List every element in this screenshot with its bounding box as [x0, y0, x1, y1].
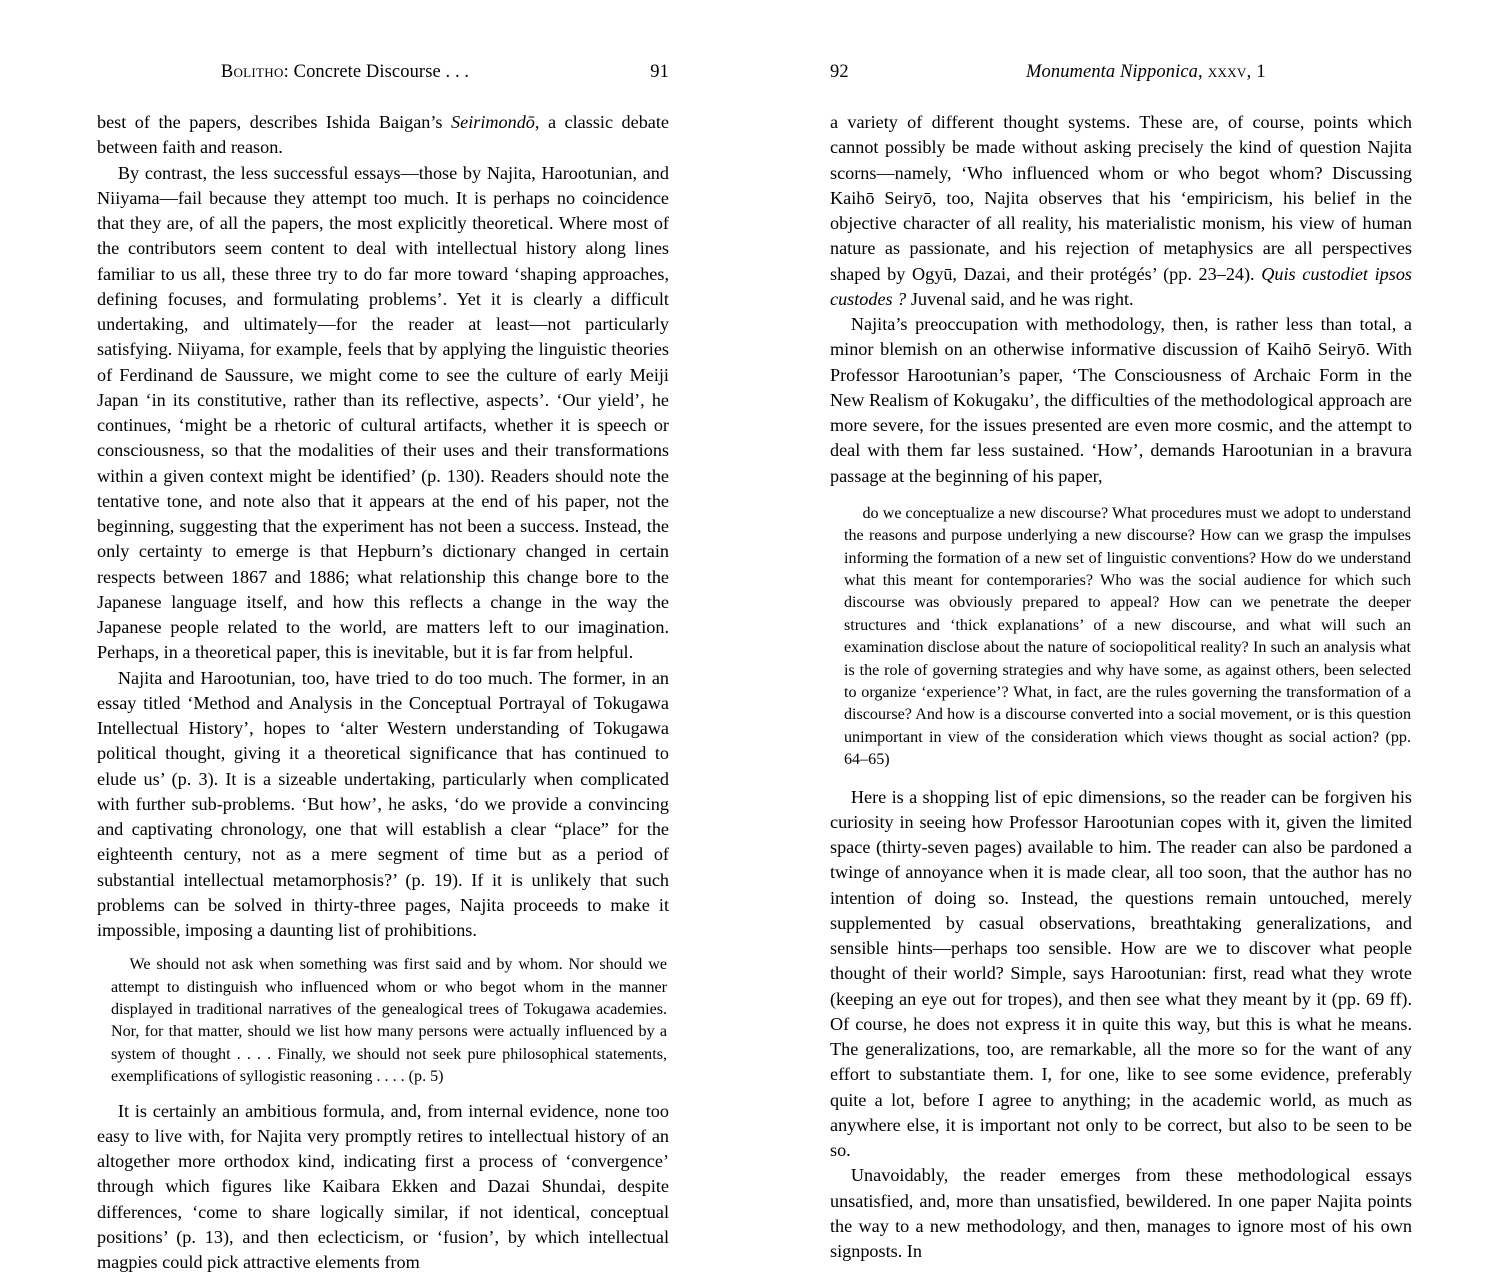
latin-quotation-italic: Quis custodiet ipsos custodes ?	[830, 263, 1412, 309]
running-head-author: Bolitho	[220, 62, 284, 82]
left-running-head	[97, 62, 669, 84]
running-head-article-title: Concrete Discourse . . .	[293, 62, 470, 82]
running-head-separator: :	[283, 62, 294, 82]
block-quote-text: We should not ask when something was first said and by whom. Nor should we attempt to distinguish who influenced whom or who begot whom in the manner displayed in traditional narratives of the genealogical trees of Tokugawa academies. Nor, for that matter, should we list how many persons were actually influenced by a system of thought . . . . Finally, we should not seek pure philosophical statements, exemplifications of syllogistic reasoning . . . . (p. 5)	[111, 956, 667, 1086]
paragraph-text-b: , a classic debate between faith and reason.	[97, 112, 669, 158]
block-quote	[830, 503, 1412, 772]
paragraph-text-a: a variety of different thought systems. These are, of course, points which cannot possibly be made without asking precisely the kind of question Najita scorns—namely, ‘Who influenced whom or who begot whom? Discussing Kaihō Seiryō, too, Najita observes that his ‘empiricism, his belief in the objective character of all reality, his materialistic monism, his view of human nature as passionate, and his rejection of metaphysics are all perspectives shaped by Ogyū, Dazai, and their protégés’ (pp. 23–24).	[830, 112, 1412, 284]
right-running-head-title	[872, 62, 1412, 83]
left-page-folio: 91	[650, 62, 669, 82]
left-column-body	[97, 110, 669, 1275]
right-running-head	[830, 62, 1412, 84]
paragraph: Najita and Harootunian, too, have tried to do too much. The former, in an essay titled ‘Method and Analysis in the Conceptual Portrayal of Tokugawa Intellectual History’, hopes to ‘alter Western understanding of Tokugawa political thought, giving it a theoretical significance that has continued to elude us’ (p. 3). It is a sizeable undertaking, particularly when complicated with further sub-problems. ‘But how’, he asks, ‘do we provide a convincing and captivating chronology, one that will establish a clear “place” for the eighteenth century, not as a mere segment of time but as a period of substantial intellectual metamorphosis?’ (p. 19). If it is unlikely that such problems can be solved in thirty-three pages, Najita proceeds to make it impossible, imposing a daunting list of prohibitions.	[97, 667, 669, 940]
paragraph-text-a: best of the papers, describes Ishida Baigan’s	[97, 112, 452, 132]
left-running-head-title	[97, 62, 627, 83]
paragraph-continued	[830, 110, 1412, 312]
running-head-journal: Monumenta Nipponica	[1026, 62, 1198, 82]
block-quote	[97, 954, 669, 1088]
running-head-volume: , xxxv, 1	[1197, 62, 1266, 82]
left-page	[0, 0, 751, 1273]
right-page-folio: 92	[830, 62, 849, 82]
paragraph: Unavoidably, the reader emerges from these methodological essays unsatisfied, and, more than unsatisfied, bewildered. In one paper Najita points the way to a new methodology, and then, manages to ignore most of his own signposts. In	[830, 1165, 1412, 1262]
paragraph: It is certainly an ambitious formula, and, from internal evidence, none too easy to live with, for Najita very promptly retires to intellectual history of an altogether more orthodox kind, indicating first a process of ‘convergence’ through which figures like Kaibara Ekken and Dazai Shundai, despite differences, ‘come to share logically similar, if not identical, conceptual positions’ (p. 13), and then eclecticism, or ‘fusion’, by which intellectual magpies could pick attractive elements from	[97, 1100, 669, 1273]
paragraph: By contrast, the less successful essays—those by Najita, Harootunian, and Niiyama—fail because they attempt too much. It is perhaps no coincidence that they are, of all the papers, the most explicitly theoretical. Where most of the contributors seem content to deal with intellectual history along lines familiar to us all, these three try to do far more toward ‘shaping approaches, defining focuses, and formulating problems’. Yet it is clearly a difficult undertaking, and ultimately—for the reader at least—not particularly satisfying. Niiyama, for example, feels that by applying the linguistic theories of Ferdinand de Saussure, we might come to see the culture of early Meiji Japan ‘in its constitutive, rather than its reflective, aspects’. ‘Our yield’, he continues, ‘might be a rhetoric of cultural artifacts, whether it is speech or consciousness, so that the modalities of their uses and their transformations within a given context might be identified’ (p. 130). Readers should note the tentative tone, and note also that it appears at the end of his paper, not the beginning, suggesting that the experiment has not been a success. Instead, the only certainty to emerge is that Hepburn’s dictionary changed in certain respects between 1867 and 1886; what relationship this change bore to the Japanese language itself, and how this reflects a change in the way the Japanese people related to the world, are matters left to our imagination. Perhaps, in a theoretical paper, this is inevitable, but it is far from helpful.	[97, 162, 669, 663]
paragraph: Najita’s preoccupation with methodology, then, is rather less than total, a minor blemish on an otherwise informative discussion of Kaihō Seiryō. With Professor Harootunian’s paper, ‘The Consciousness of Archaic Form in the New Realism of Kokugaku’, the difficulties of the methodological approach are more severe, for the issues presented are even more cosmic, and the attempt to deal with them far less sustained. ‘How’, demands Harootunian in a bravura passage at the beginning of his paper,	[830, 314, 1412, 486]
right-column-body	[830, 110, 1412, 1264]
paragraph-text-b: Juvenal said, and he was right.	[906, 288, 1134, 309]
block-quote-text: do we conceptualize a new discourse? What procedures must we adopt to understand the reasons and purpose underlying a new discourse? How can we grasp the impulses informing the formation of a new set of linguistic conventions? How do we understand what this meant for contemporaries? Who was the social audience for which such discourse was obviously prepared to appeal? How can we penetrate the deeper structures and ‘thick explanations’ of a new discourse, and what will such an examination disclose about the nature of sociopolitical reality? In such an analysis what is the role of governing strategies and why have some, as against others, been selected to organize ‘experience’? What, in fact, are the rules governing the transformation of a discourse? And how is a discourse converted into a social movement, or is this question unimportant in view of the consideration which views thought as social action? (pp. 64–65)	[844, 504, 1411, 769]
book-title-italic: Seirimondō	[451, 112, 535, 132]
right-page	[751, 0, 1502, 1262]
paragraph: Here is a shopping list of epic dimensions, so the reader can be forgiven his curiosity in seeing how Professor Harootunian copes with it, given the limited space (thirty-seven pages) available to him. The reader can also be pardoned a twinge of annoyance when it is made clear, all too soon, that the author has no intention of doing so. Instead, the questions remain untouched, merely supplemented by casual observations, breathtaking generalizations, and sensible hints—perhaps too sensible. How are we to discover what people thought of their world? Simple, says Harootunian: first, read what they wrote (keeping an eye out for tropes), and then see what they meant by it (pp. 69 ff). Of course, he does not express it in quite this way, but this is what he means. The generalizations, too, are remarkable, all the more so for the want of any effort to substantiate them. I, for one, like to see some evidence, preferably quite a lot, before I agree to anything; in the academic world, as much as anywhere else, it is important not only to be correct, but also to be seen to be so.	[830, 786, 1412, 1161]
paragraph-continued	[97, 110, 669, 161]
